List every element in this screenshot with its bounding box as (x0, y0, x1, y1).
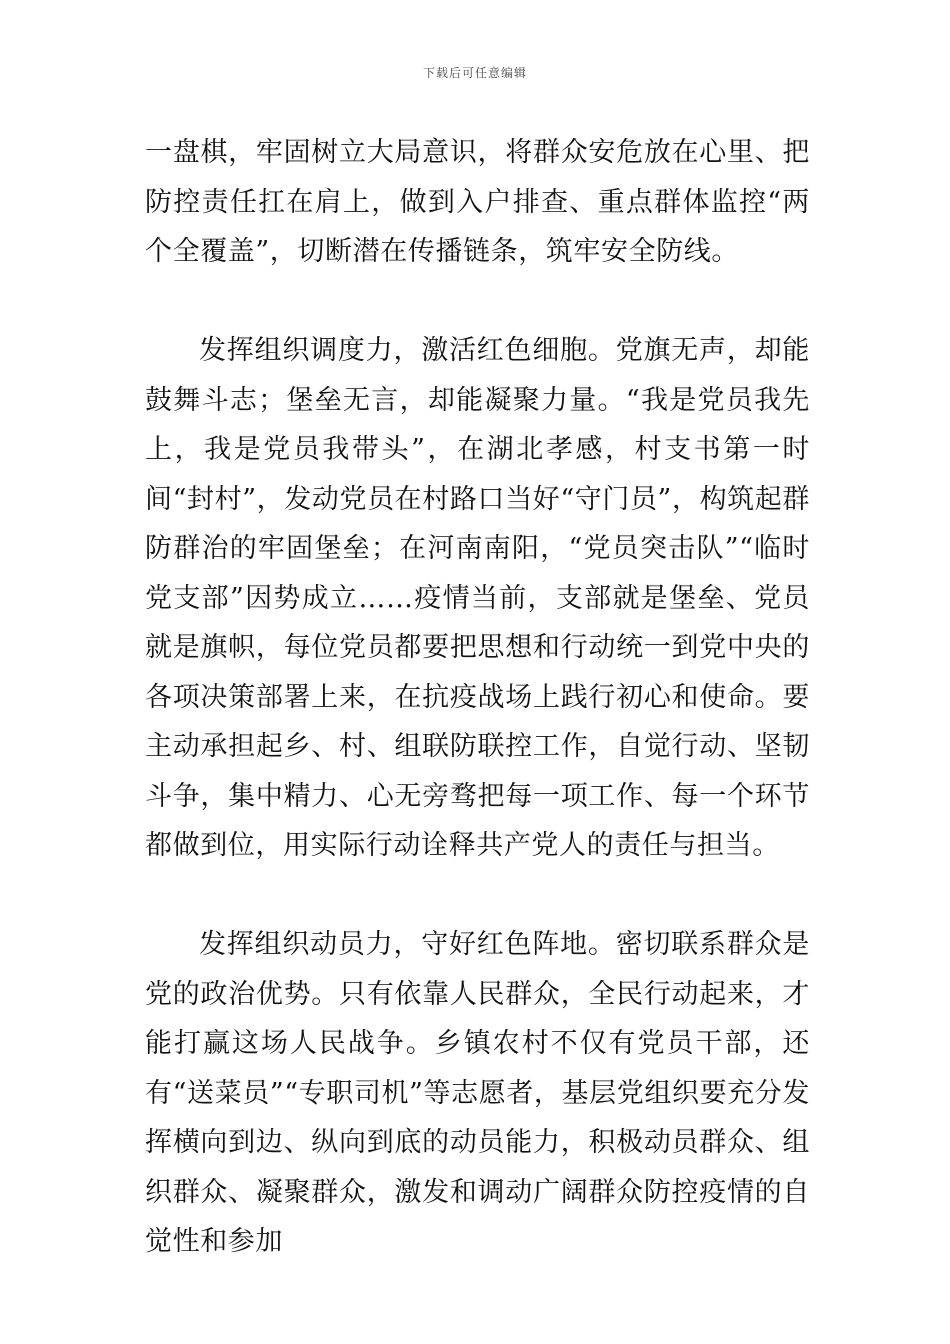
paragraph-organizational-mobilization: 发挥组织动员力，守好红色阵地。密切联系群众是党的政治优势。只有依靠人民群众，全民行动起来，才能打赢这场人民战争。乡镇农村不仅有党员干部，还有“送菜员”“专职司机”等志愿者，基层党组织要充分发挥横向到边、纵向到底的动员能力，积极动员群众、组织群众、凝聚群众，激发和调动广阔群众防控疫情的自觉性和参加 (145, 929, 810, 1257)
paragraph-organizational-dispatch: 发挥组织调度力，激活红色细胞。党旗无声，却能鼓舞斗志；堡垒无言，却能凝聚力量。“我是党员我先上，我是党员我带头”，在湖北孝感，村支书第一时间“封村”，发动党员在村路口当好“守门员”，构筑起群防群治的牢固堡垒；在河南南阳，“党员突击队”“临时党支部”因势成立……疫情当前，支部就是堡垒、党员就是旗帜，每位党员都要把思想和行动统一到党中央的各项决策部署上来，在抗疫战场上践行初心和使命。要主动承担起乡、村、组联防联控工作，自觉行动、坚韧斗争，集中精力、心无旁骛把每一项工作、每一个环节都做到位，用实际行动诠释共产党人的责任与担当。 (145, 335, 810, 861)
paragraph-spacer (145, 277, 810, 327)
document-body (145, 128, 810, 1267)
paragraph-continued: 一盘棋，牢固树立大局意识，将群众安危放在心里、把防控责任扛在肩上，做到入户排查、重点群体监控“两个全覆盖”，切断潜在传播链条，筑牢安全防线。 (145, 137, 810, 267)
paragraph-spacer (145, 871, 810, 921)
page-header-note: 下载后可任意编辑 (422, 66, 527, 80)
